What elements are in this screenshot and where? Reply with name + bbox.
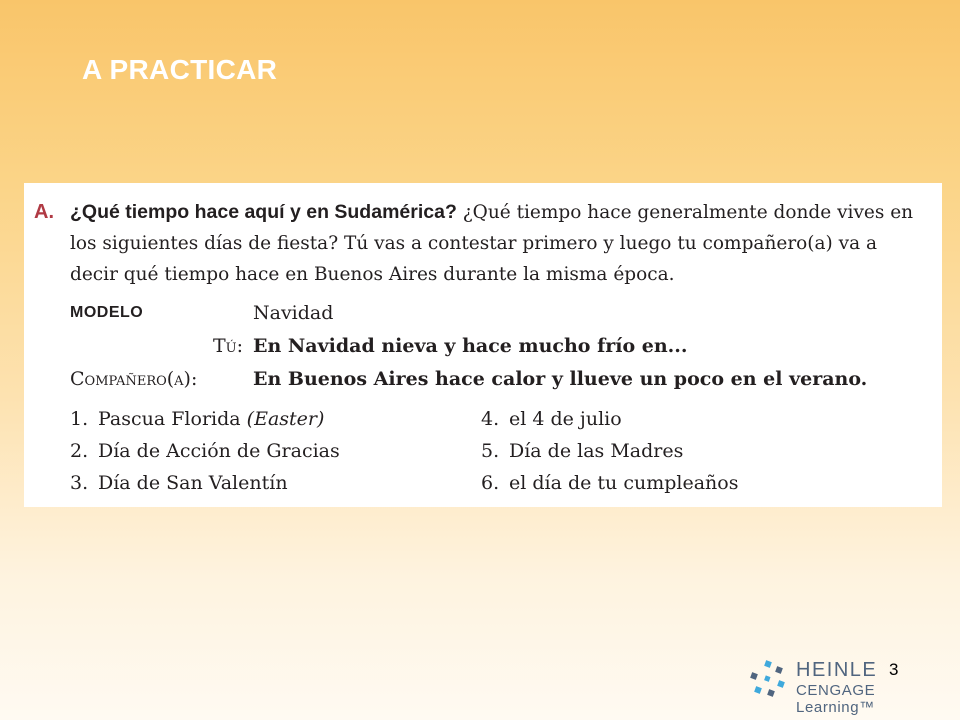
list-item: 2. Día de Acción de Gracias: [70, 440, 340, 462]
exercise-intro: [34, 197, 926, 290]
list-item: 3. Día de San Valentín: [70, 472, 288, 494]
logo-heinle-text: HEINLE: [796, 659, 878, 681]
holiday-list-right: [481, 403, 892, 499]
exercise-letter: A.: [34, 201, 54, 223]
exercise-panel: [24, 183, 942, 507]
holiday-list: [70, 403, 926, 499]
list-item: 1. Pascua Florida (Easter): [70, 408, 325, 430]
pinwheel-icon: [748, 659, 788, 699]
page-number: 3: [889, 660, 899, 679]
model-label: MODELO: [70, 303, 144, 321]
model-row-prompt: [70, 296, 926, 329]
companero-label: Compañero(a):: [70, 367, 198, 390]
tu-label: Tú:: [212, 334, 243, 357]
item-note: (Easter): [246, 408, 325, 430]
model-row-companero: [70, 362, 926, 395]
list-item: 6. el día de tu cumpleaños: [481, 472, 739, 494]
model-example: [70, 296, 926, 395]
heinle-cengage-logo: [748, 655, 948, 716]
exercise-instructions: ¿Qué tiempo hace generalmente donde vives en los siguientes días de fiesta? Tú vas a contestar primero y luego tu compañero(a) va a decir qué tiempo hace en Buenos Aires durante la misma época.: [70, 202, 914, 285]
holiday-list-left: [70, 403, 481, 499]
slide-title: A PRACTICAR: [82, 54, 278, 85]
model-prompt: Navidad: [253, 301, 334, 324]
list-item: 5. Día de las Madres: [481, 440, 684, 462]
companero-answer: En Buenos Aires hace calor y llueve un poco en el verano.: [253, 367, 868, 390]
model-row-tu: [70, 329, 926, 362]
list-item: 4. el 4 de julio: [481, 408, 622, 430]
tu-answer: En Navidad nieva y hace mucho frío en...: [253, 334, 688, 357]
logo-cengage-text: CENGAGE Learning™: [796, 682, 876, 716]
exercise-heading: ¿Qué tiempo hace aquí y en Sudamérica?: [70, 201, 457, 223]
